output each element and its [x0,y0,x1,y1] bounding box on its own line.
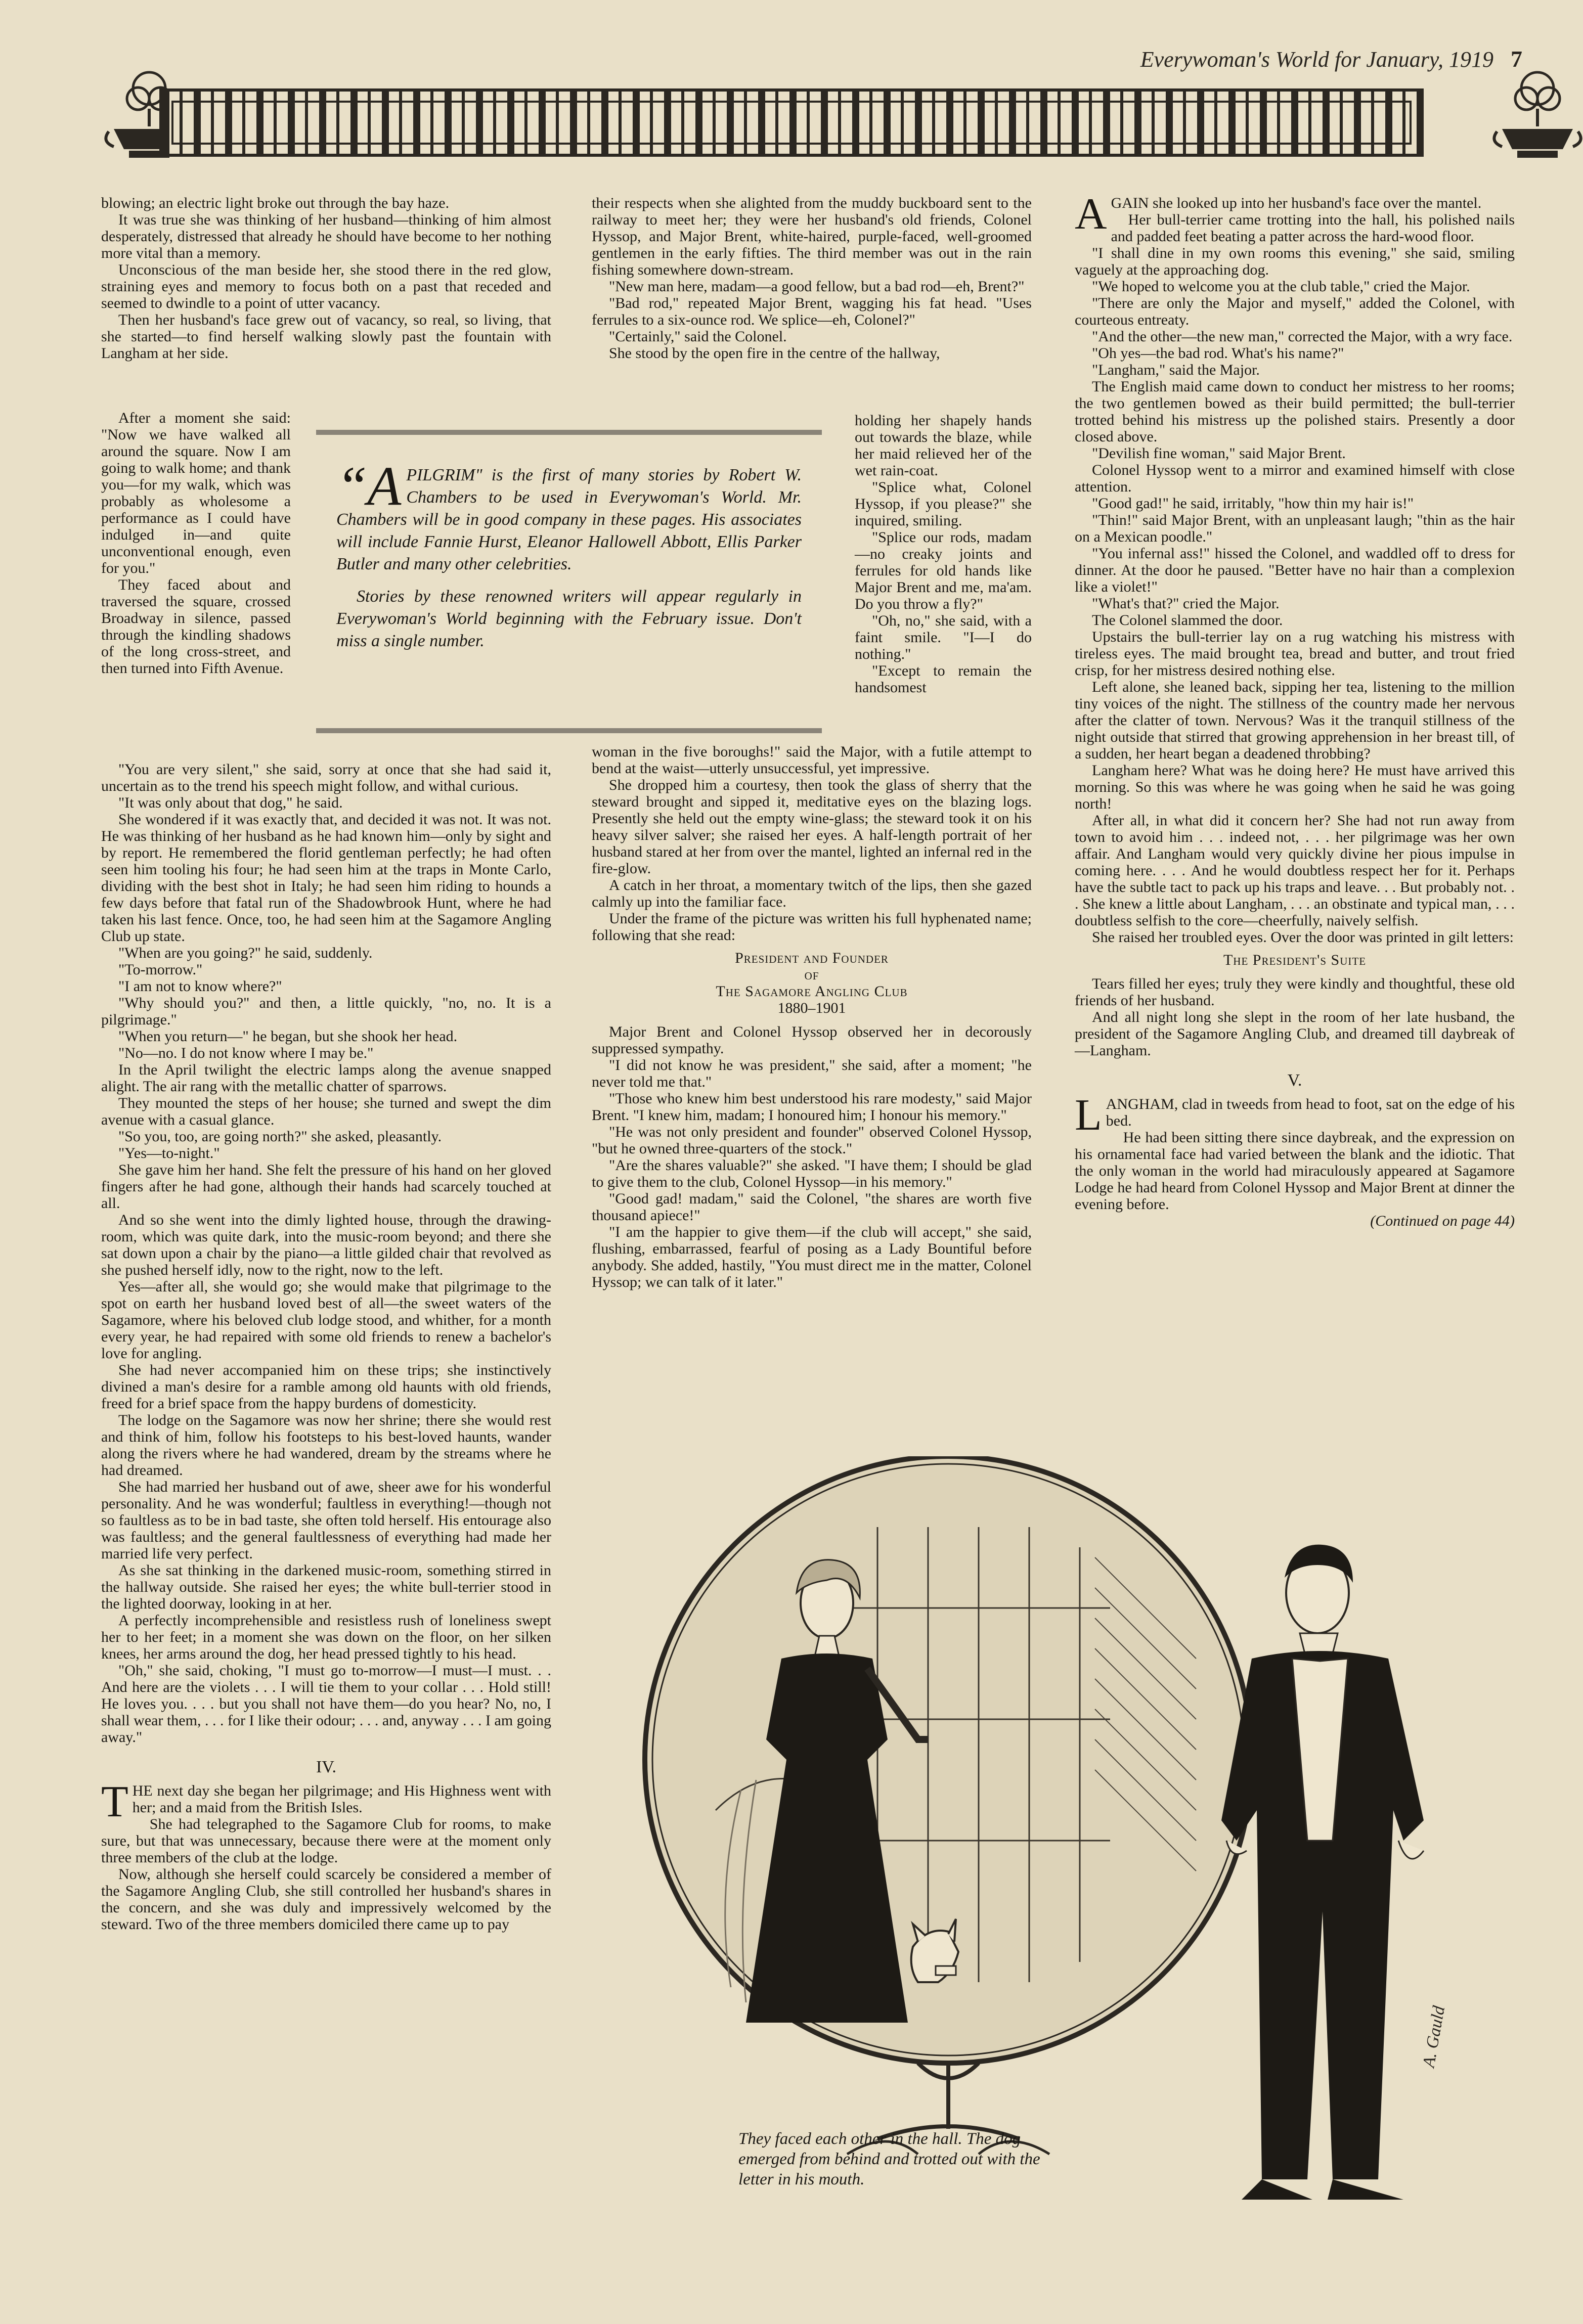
paragraph: A perfectly incomprehensible and resistless rush of loneliness swept her to her feet; in a moment she was down on the floor, on her silken knees, her arms around the dog, her head pressed tightly to his head. [101,1612,551,1662]
paragraph: They mounted the steps of her house; she turned and swept the dim avenue with a casual glance. [101,1095,551,1128]
paragraph: A catch in her throat, a momentary twitch of the lips, then she gazed calmly up into the familiar face. [592,877,1032,910]
paragraph: holding her shapely hands out towards the blaze, while her maid relieved her of the wet rain-coat. [855,412,1032,479]
paragraph: "Oh, no," she said, with a faint smile. "I—I do nothing." [855,612,1032,662]
paragraph: Colonel Hyssop went to a mirror and examined himself with close attention. [1075,462,1515,495]
paragraph: blowing; an electric light broke out through the bay haze. [101,195,450,211]
paragraph: He had been sitting there since daybreak, and the expression on his ornamental face had varied between the blank and the idiotic. That the only woman in the world had miraculously appeared at Sagamore Lodge he had heard from Colonel Hyssop and Major Brent at dinner the evening before. [1075,1129,1515,1213]
paragraph: "Yes—to-night." [118,1145,220,1161]
paragraph: "And the other—the new man," corrected the Major, with a wry face. [1092,328,1513,345]
paragraph: "Those who knew him best understood his rare modesty," said Major Brent. "I knew him, madam; I honoured him; I honour his memory." [592,1090,1032,1124]
paragraph: their respects when she alighted from the muddy buckboard sent to the railway to meet her; they were her husband's old friends, Colonel Hyssop, and Major Brent, white-haired, purple-faced, well-groomed gentlemen in the early fifties. The third member was out in the rain fishing somewhere down-stream. [592,195,1032,278]
column-1-main [101,761,551,1933]
paragraph: Tears filled her eyes; truly they were kindly and thoughtful, these old friends of her husband. [1075,975,1515,1009]
paragraph: "We hoped to welcome you at the club table," cried the Major. [1092,278,1470,295]
paragraph: And so she went into the dimly lighted house, through the drawing-room, which was quite dark, into the music-room beyond; and there she sat down upon a chair by the piano—a little gilded chair that revolved as she pushed herself idly, now to the right, now to the left. [101,1212,551,1278]
publication-title: Everywoman's World for January, 1919 [1140,47,1493,72]
paragraph: "Devilish fine woman," said Major Brent. [1092,445,1346,462]
paragraph: "You are very silent," she said, sorry at once that she had said it, uncertain as to the trend his speech might follow, and withal curious. [101,761,551,794]
paragraph: "When are you going?" he said, suddenly. [118,945,373,961]
paragraph: Under the frame of the picture was written his full hyphenated name; following that she read: [592,910,1032,944]
paragraph: "You infernal ass!" hissed the Colonel, and waddled off to dress for dinner. At the door he paused. "Better have no hair than a complexion like a violet!" [1075,545,1515,595]
paragraph: Unconscious of the man beside her, she stood there in the red glow, straining eyes and memory to focus both on a past that receded and seemed to dwindle to a point of utter vacancy. [101,261,551,311]
paragraph: "Certainly," said the Colonel. [609,328,787,345]
paragraph: Then her husband's face grew out of vacancy, so real, so living, that she started—to find herself walking slowly past the fountain with Langham at her side. [101,311,551,362]
paragraph: "New man here, madam—a good fellow, but a bad rod—eh, Brent?" [609,278,1025,295]
paragraph: She had married her husband out of awe, sheer awe for his wonderful personality. And he was wonderful; faultless in everything!—though not so faultless as to be in bad taste, she often told herself. His entourage also was faultless; and the general faultlessness of everything had made her married life very perfect. [101,1479,551,1562]
continued-note: (Continued on page 44) [1370,1213,1515,1229]
paragraph: Langham here? What was he doing here? He must have arrived this morning. So this was where he was going when he said he was going north! [1075,762,1515,812]
paragraph: And all night long she slept in the room of her late husband, the president of the Sagamore Angling Club, and dreamed till daybreak of—Langham. [1075,1009,1515,1059]
urn-ornament-right [1487,61,1583,167]
paragraph: "I am not to know where?" [118,978,282,995]
paragraph: "Why should you?" and then, a little quickly, "no, no. It is a pilgrimage." [101,995,551,1028]
paragraph: "Except to remain the handsomest [855,662,1032,696]
page-number: 7 [1511,46,1522,72]
drop-cap: T [101,1777,128,1826]
paragraph: "To-morrow." [118,961,203,978]
paragraph: "I did not know he was president," she said, after a moment; "he never told me that." [592,1057,1032,1090]
paragraph: They faced about and traversed the square, crossed Broadway in silence, passed through the kindling shadows of the long cross-street, and then turned into Fifth Avenue. [101,576,291,677]
paragraph: "Good gad!" he said, irritably, "how thin my hair is!" [1092,495,1414,512]
artist-signature: A. Gauld [1419,2004,1449,2069]
inscription-line: President and Founder [735,950,889,966]
paragraph: "What's that?" cried the Major. [1092,595,1280,612]
paragraph: It was true she was thinking of her husband—thinking of him almost desperately, distressed that already he should have become to her nothing more vital than a memory. [101,211,551,261]
inscription-line: 1880–1901 [777,1000,846,1016]
illustration-caption: They faced each other in the hall. The dog emerged from behind and trotted out with the letter in his mouth. [738,2130,1040,2188]
paragraph: "When you return—" he began, but she shook her head. [118,1028,458,1045]
drop-cap: “A [336,455,402,517]
paragraph: The lodge on the Sagamore was now her shrine; there she would rest and think of him, follow his footsteps to his best-loved haunts, wander along the rivers where he had wandered, dream by the streams where he had dreamed. [101,1412,551,1479]
drop-cap: A [1075,190,1107,239]
paragraph: "Bad rod," repeated Major Brent, wagging his fat head. "Uses ferrules to a six-ounce rod. We splice—eh, Colonel?" [592,295,1032,328]
paragraph: woman in the five boroughs!" said the Major, with a futile attempt to bend at the waist—utterly unsuccessful, yet impressive. [592,743,1032,777]
paragraph: She dropped him a courtesy, then took the glass of sherry that the steward brought and sipped it, meditative eyes on the blazing logs. Presently she held out the empty wine-glass; the steward took it on his heavy silver salver; she raised her eyes. A half-length portrait of her husband stared at her from over the mantel, lighted an infernal red in the fire-glow. [592,777,1032,877]
paragraph: After a moment she said: "Now we have walked all around the square. Now I am going to walk home; and thank you—for my walk, which was probably as wholesome a performance as I could have indulged in—and quite unconventional enough, even for you." [101,410,291,576]
section-heading: IV. [316,1758,336,1776]
paragraph: She had telegraphed to the Sagamore Club for rooms, to make sure, but that was unnecessary, because there were at the moment only three members of the club at the lodge. [101,1816,551,1866]
paragraph: In the April twilight the electric lamps along the avenue snapped alight. The air rang with the metallic chatter of sparrows. [101,1061,551,1095]
paragraph: The English maid came down to conduct her mistress to her rooms; the two gentlemen bowed as their build permitted; the bull-terrier trotted behind his mistress up the polished stairs. Presently a door closed above. [1075,378,1515,445]
paragraph: "So you, too, are going north?" she asked, pleasantly. [118,1128,442,1145]
paragraph: "No—no. I do not know where I may be." [118,1045,374,1061]
paragraph: THE next day she began her pilgrimage; and His Highness went with her; and a maid from the British Isles. [101,1777,551,1826]
announcement-box [316,430,822,733]
paragraph: AGAIN she looked up into her husband's face over the mantel. [1075,190,1482,239]
announcement-paragraph: Stories by these renowned writers will appear regularly in Everywoman's World beginning with the February issue. Don't miss a single number. [336,587,802,650]
paragraph: Now, although she herself could scarcely be considered a member of the Sagamore Angling Club, she still controlled her husband's shares in the concern, and she was duly and impressively welcomed by the steward. Two of the three members domiciled there came up to pay [101,1866,551,1933]
column-2-narrow [855,412,1032,696]
column-3 [1075,190,1515,1229]
paragraph: "He was not only president and founder" observed Colonel Hyssop, "but he owned three-quarters of the stock." [592,1124,1032,1157]
column-1-narrow [101,410,291,677]
paragraph: "Oh," she said, choking, "I must go to-morrow—I must—I must. . . And here are the violets . . . I will tie them to your collar . . . Hold still! He loves you. . . . but you shall not have them—do you hear? No, no, I shall wear them, . . . for I like their odour; . . . and, anyway . . . I am going away." [101,1662,551,1746]
paragraph: "Good gad! madam," said the Colonel, "the shares are worth five thousand apiece!" [592,1190,1032,1224]
paragraph: "There are only the Major and myself," added the Colonel, with courteous entreaty. [1075,295,1515,328]
portrait-inscription [592,950,1032,1016]
decorative-frieze [159,88,1424,157]
running-header [283,46,1522,72]
inscription-line: of [804,966,819,983]
column-1-top [101,195,551,362]
paragraph: Left alone, she leaned back, sipping her tea, listening to the million tiny voices of the night. The stillness of the country made her nervous after the clatter of town. Nervous? Was it the tranquil stillness of the night outside that stirred that growing apprehension in her breast till, of a sudden, her heart began a deadened throbbing? [1075,679,1515,762]
paragraph: "It was only about that dog," he said. [118,794,343,811]
paragraph: "Splice our rods, madam—no creaky joints and ferrules for old hands like Major Brent and me, ma'am. Do you throw a fly?" [855,529,1032,612]
paragraph: "Splice what, Colonel Hyssop, if you please?" she inquired, smiling. [855,479,1032,529]
paragraph: "Thin!" said Major Brent, with an unpleasant laugh; "thin as the hair on a Mexican poodle." [1075,512,1515,545]
paragraph: "I shall dine in my own rooms this evening," she said, smiling vaguely at the approaching dog. [1075,245,1515,278]
paragraph: She gave him her hand. She felt the pressure of his hand on her gloved fingers after he had gone, although their hands had scarcely touched at all. [101,1161,551,1212]
paragraph: She wondered if it was exactly that, and decided it was not. It was not. He was thinking of her husband as he had known him—only by sight and by report. He remembered the florid gentleman perfectly; he had often seen him tooling his four; he had seen him at the traps in Monte Carlo, dividing with the best shot in Italy; he had seen him riding to hounds a few days before that fatal run of the Shadowbrook Hunt, where he had taken his last fence. Once, too, he had seen him at the Sagamore Angling Club up state. [101,811,551,945]
inscription-line: The Sagamore Angling Club [716,983,908,1000]
story-illustration [564,1456,1550,2225]
paragraph: The Colonel slammed the door. [1092,612,1283,629]
paragraph: "I am the happier to give them—if the club will accept," she said, flushing, embarrassed, fearful of posing as a Lady Bountiful before anybody. She added, hastily, "You must direct me in the matter, Colonel Hyssop; we can talk of it later." [592,1224,1032,1290]
column-2-top [592,195,1032,362]
paragraph: She stood by the open fire in the centre of the hallway, [609,345,940,362]
paragraph: Her bull-terrier came trotting into the hall, his polished nails and padded feet beating a patter across the hard-wood floor. [1111,211,1515,245]
paragraph: Yes—after all, she would go; she would make that pilgrimage to the spot on earth her husband loved best of all—the sweet waters of the Sagamore, where his beloved club lodge stood, and whither, for a month every year, he had repaired with some old friends to renew a bachelor's love for angling. [101,1278,551,1362]
paragraph: As she sat thinking in the darkened music-room, something stirred in the hallway outside. She raised her eyes; the white bull-terrier stood in the lighted doorway, looking in at her. [101,1562,551,1612]
paragraph: She had never accompanied him on these trips; she instinctively divined a man's desire for a ramble among old haunts with old friends, freed for a brief space from the happy burdens of domesticity. [101,1362,551,1412]
announcement-paragraph: “APILGRIM" is the first of many stories by Robert W. Chambers to be used in Everywoman's World. Mr. Chambers will be in good company in these pages. His associates will include Fannie Hurst, Eleanor Hallowell Abbott, Ellis Parker Butler and many other celebrities. [336,455,802,573]
paragraph: Major Brent and Colonel Hyssop observed her in decorously suppressed sympathy. [592,1023,1032,1057]
paragraph: After all, in what did it concern her? She had not run away from town to avoid him . . . indeed not, . . . her pilgrimage was her own affair. And Langham would very quickly divine her pious impulse in coming here. . . . And he would doubtless respect her for it. Perhaps have the subtle tact to pack up his traps and leave. . . But probably not. . . She knew a little about Langham, . . . an obstinate and typical man, . . . doubtless selfish to the core—cheerfully, naively selfish. [1075,812,1515,929]
paragraph: "Are the shares valuable?" she asked. "I have them; I should be glad to give them to the club, Colonel Hyssop—in his memory." [592,1157,1032,1190]
column-2-main [592,743,1032,1290]
section-heading: V. [1287,1071,1302,1090]
paragraph: Upstairs the bull-terrier lay on a rug watching his mistress with tireless eyes. The maid brought tea, bread and butter, and trout fried crisp, for her mistress desired nothing else. [1075,629,1515,679]
paragraph: "Oh yes—the bad rod. What's his name?" [1092,345,1344,362]
paragraph: She raised her troubled eyes. Over the door was printed in gilt letters: [1092,929,1514,946]
door-sign: The President's Suite [1223,952,1367,968]
paragraph: LANGHAM, clad in tweeds from head to foot, sat on the edge of his bed. [1075,1091,1515,1140]
drop-cap: L [1075,1091,1102,1140]
paragraph: "Langham," said the Major. [1092,362,1260,378]
